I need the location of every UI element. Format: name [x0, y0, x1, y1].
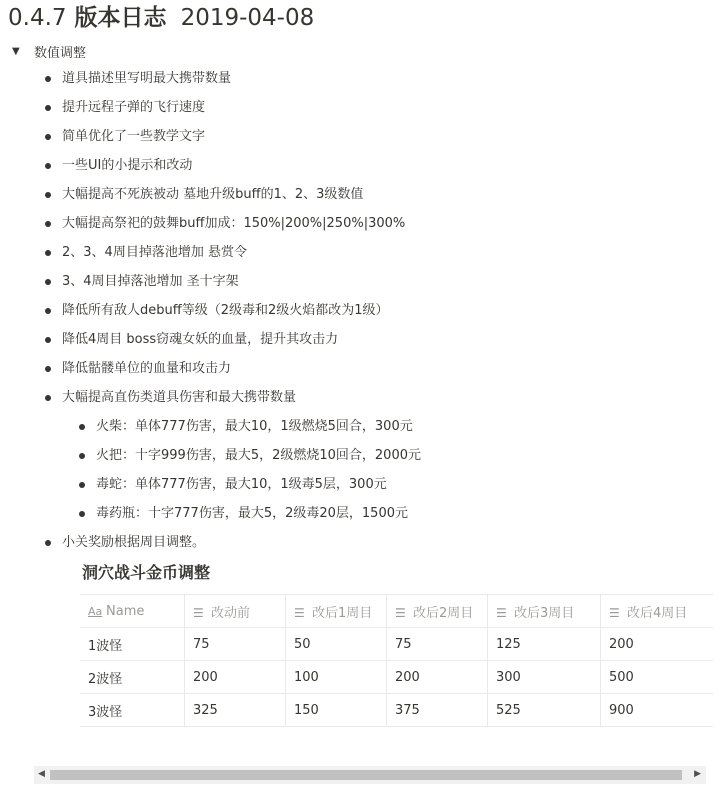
title-label: 版本日志: [74, 5, 167, 31]
table-cell[interactable]: 75: [185, 628, 286, 661]
table-cell[interactable]: 1波怪: [80, 628, 185, 661]
triangle-down-icon[interactable]: ▼: [12, 45, 20, 57]
list-item: 大幅提高不死族被动 墓地升级buff的1、2、3级数值: [42, 180, 421, 209]
sub-list-item: 火柴：单体777伤害，最大10，1级燃烧5回合，300元: [76, 412, 421, 441]
text-lines-icon: ☰: [609, 605, 620, 620]
list-item: 大幅提高直伤类道具伤害和最大携带数量: [42, 383, 421, 412]
scrollbar-thumb[interactable]: [50, 770, 682, 780]
text-lines-icon: ☰: [496, 605, 507, 620]
page-title: [8, 2, 314, 34]
table-cell[interactable]: 300: [488, 661, 601, 694]
text-lines-icon: ☰: [294, 605, 305, 620]
changelog-list: [42, 64, 421, 557]
table-cell[interactable]: 200: [601, 628, 714, 661]
list-item: 3、4周目掉落池增加 圣十字架: [42, 267, 421, 296]
column-header-name[interactable]: Aa Name: [80, 595, 185, 628]
sub-list-item: 毒蛇：单体777伤害，最大10，1级毒5层，300元: [76, 470, 421, 499]
table-cell[interactable]: 50: [286, 628, 387, 661]
table-title: 洞穴战斗金币调整: [82, 563, 211, 582]
list-item: 降低4周目 boss窃魂女妖的血量，提升其攻击力: [42, 325, 421, 354]
table-header-row: [80, 595, 713, 628]
text-lines-icon: ☰: [395, 605, 406, 620]
table-cell[interactable]: 75: [387, 628, 488, 661]
column-header[interactable]: ☰ 改后4周目: [601, 595, 714, 628]
table-cell[interactable]: 200: [387, 661, 488, 694]
version-number: 0.4.7: [8, 5, 67, 31]
table-row[interactable]: [80, 661, 713, 694]
table-row[interactable]: [80, 694, 713, 727]
table-cell[interactable]: 3波怪: [80, 694, 185, 727]
sub-list-item: 火把：十字999伤害，最大5，2级燃烧10回合，2000元: [76, 441, 421, 470]
table-cell[interactable]: 900: [601, 694, 714, 727]
table-row[interactable]: [80, 628, 713, 661]
scroll-left-icon[interactable]: ◀: [38, 769, 45, 779]
table-cell[interactable]: 150: [286, 694, 387, 727]
column-header[interactable]: ☰ 改后1周目: [286, 595, 387, 628]
table-cell[interactable]: 100: [286, 661, 387, 694]
list-item: 提升远程子弹的飞行速度: [42, 93, 421, 122]
toggle-block[interactable]: [12, 40, 86, 62]
column-header[interactable]: ☰ 改后2周目: [387, 595, 488, 628]
table-cell[interactable]: 2波怪: [80, 661, 185, 694]
list-item: 2、3、4周目掉落池增加 悬赏令: [42, 238, 421, 267]
list-item: 降低所有敌人debuff等级（2级毒和2级火焰都改为1级）: [42, 296, 421, 325]
horizontal-scrollbar[interactable]: [34, 766, 706, 784]
scroll-right-icon[interactable]: ▶: [694, 769, 701, 779]
release-date: 2019-04-08: [180, 5, 315, 31]
list-item: 一些UI的小提示和改动: [42, 151, 421, 180]
table-cell[interactable]: 125: [488, 628, 601, 661]
table-cell[interactable]: 500: [601, 661, 714, 694]
gold-table: [80, 594, 713, 727]
list-item: 简单优化了一些教学文字: [42, 122, 421, 151]
list-item: 道具描述里写明最大携带数量: [42, 64, 421, 93]
table-cell[interactable]: 375: [387, 694, 488, 727]
column-header[interactable]: ☰ 改后3周目: [488, 595, 601, 628]
list-item: 大幅提高祭祀的鼓舞buff加成：150%|200%|250%|300%: [42, 209, 421, 238]
sub-list-item: 毒药瓶：十字777伤害，最大5，2级毒20层，1500元: [76, 499, 421, 528]
table-cell[interactable]: 200: [185, 661, 286, 694]
toggle-label: 数值调整: [34, 45, 87, 61]
list-item: 降低骷髅单位的血量和攻击力: [42, 354, 421, 383]
table-cell[interactable]: 325: [185, 694, 286, 727]
aa-text-icon: Aa: [88, 604, 103, 618]
table-cell[interactable]: 525: [488, 694, 601, 727]
text-lines-icon: ☰: [193, 605, 204, 620]
column-header[interactable]: ☰ 改动前: [185, 595, 286, 628]
list-item: 小关奖励根据周目调整。: [42, 528, 421, 557]
